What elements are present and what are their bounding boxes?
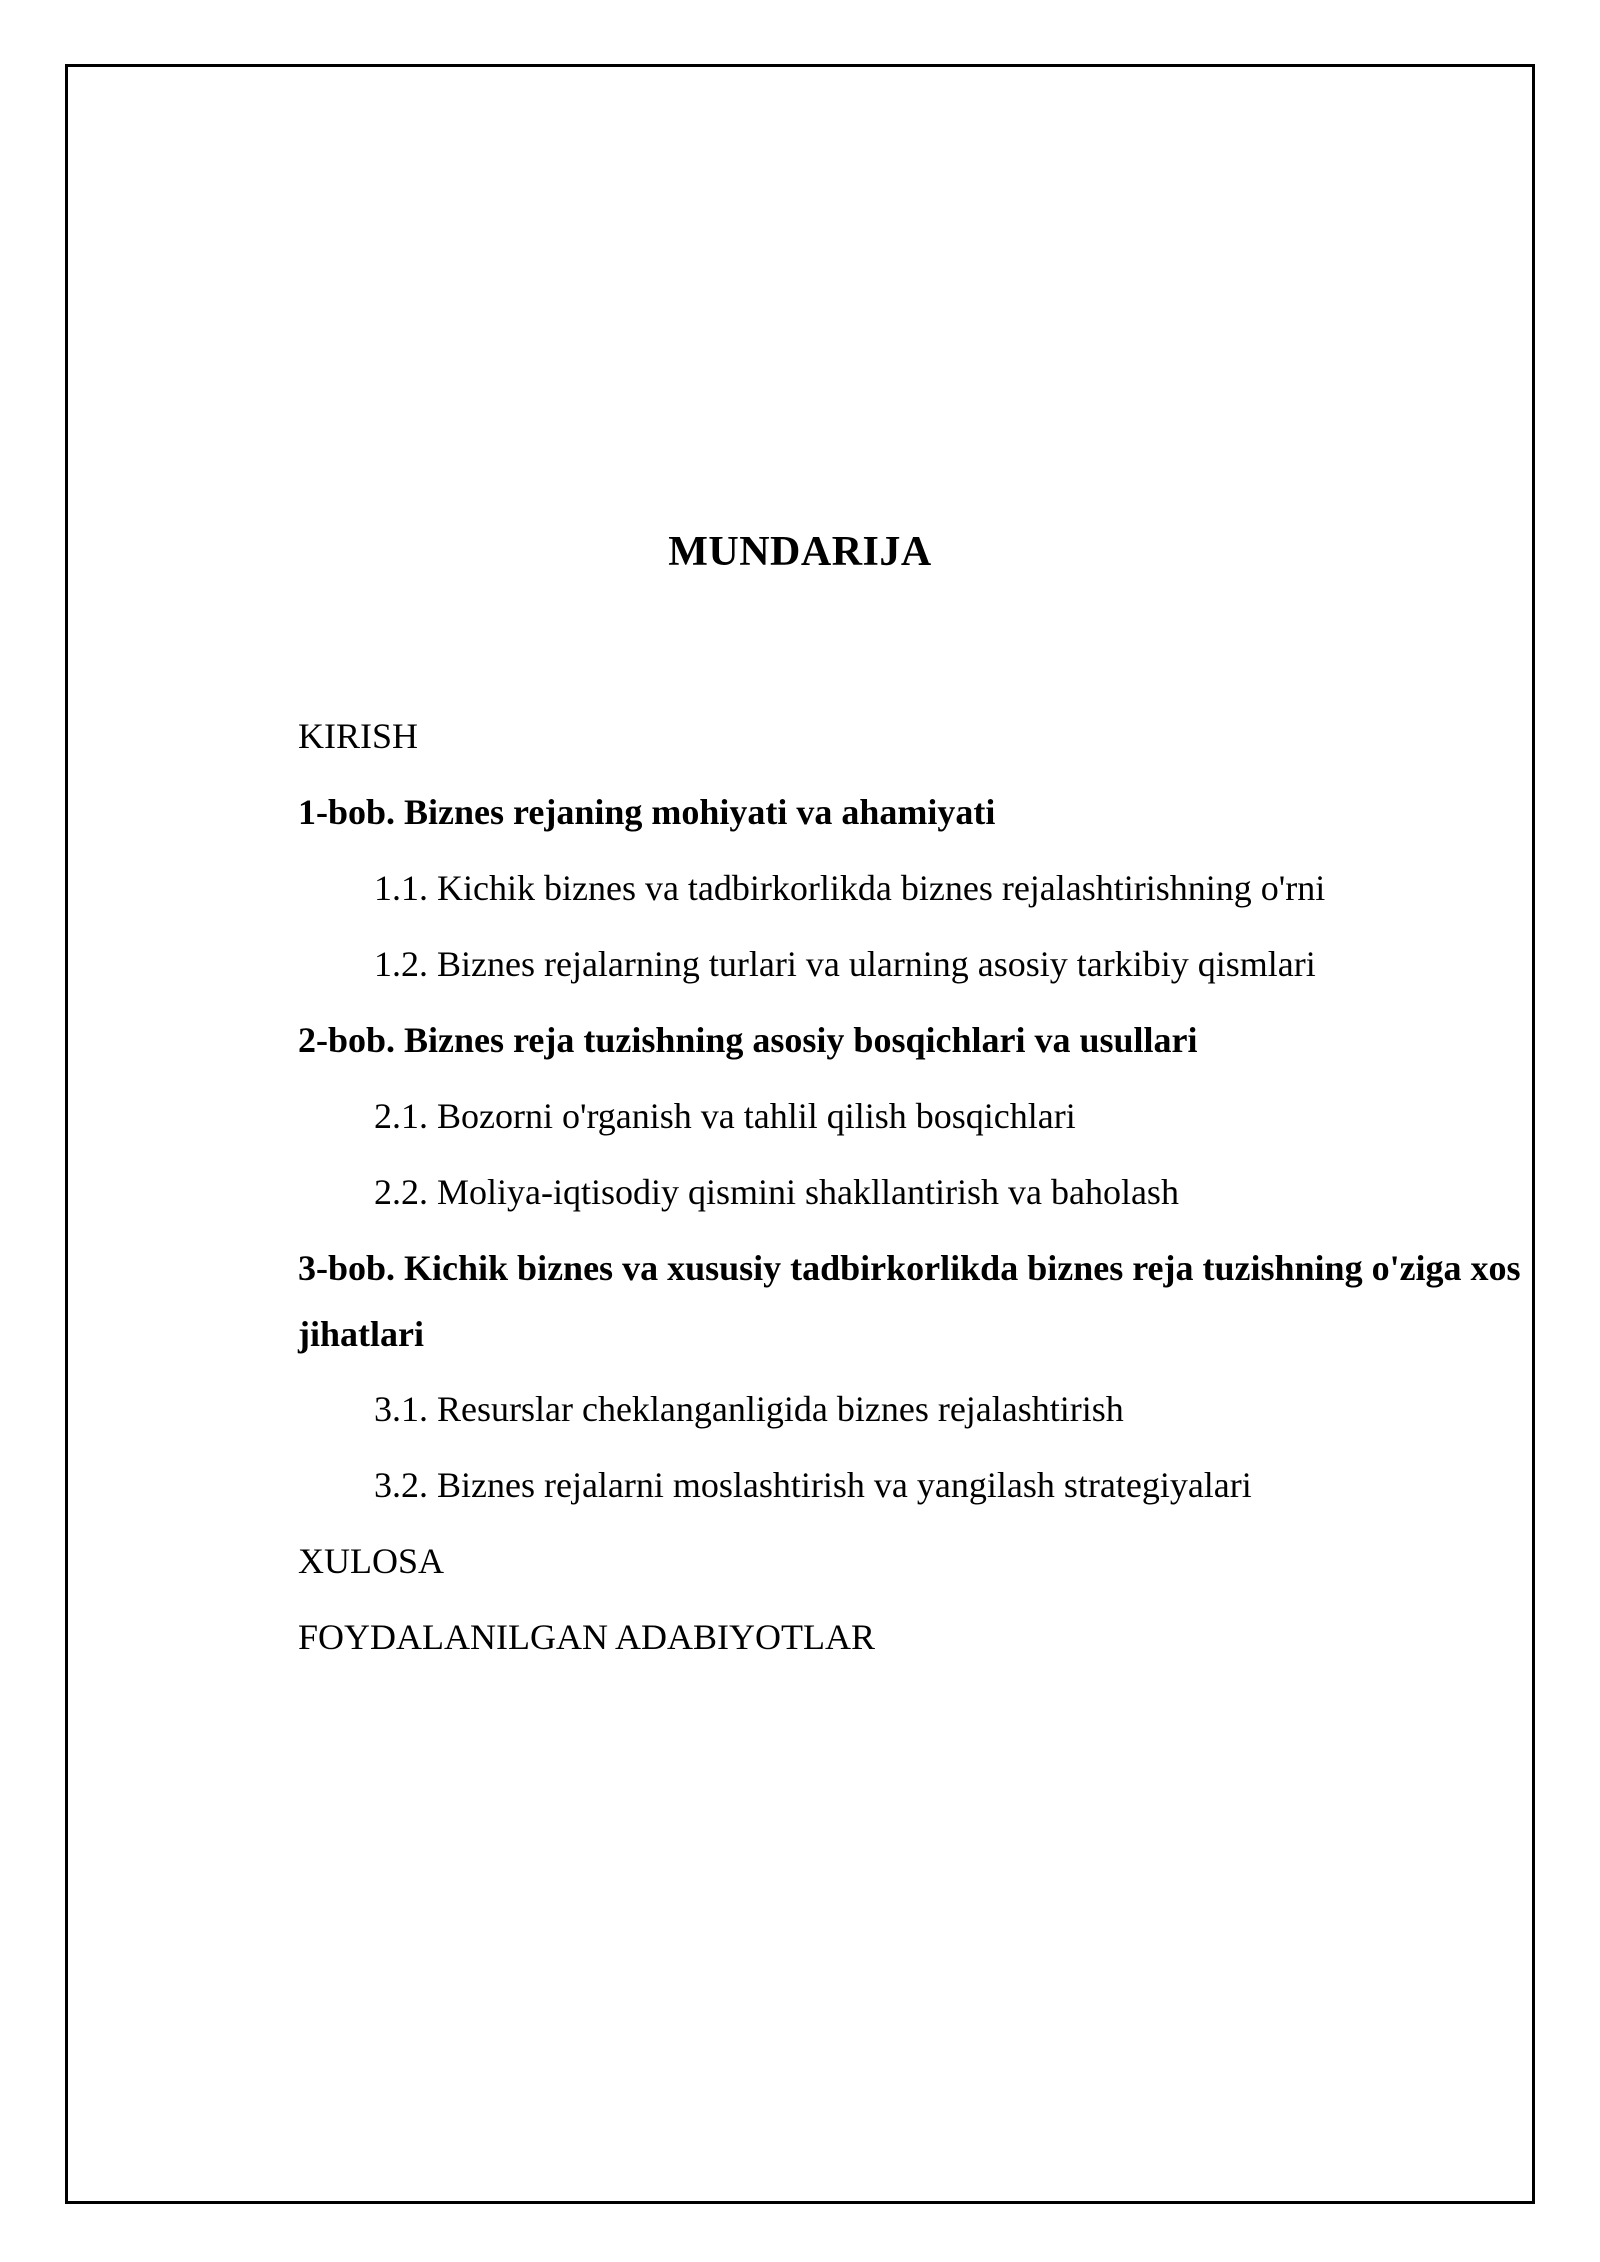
toc-entry-kirish: KIRISH bbox=[298, 716, 419, 756]
toc-chapter-1: 1-bob. Biznes rejaning mohiyati va ahamiyati bbox=[298, 792, 996, 832]
page-title: MUNDARIJA bbox=[668, 529, 932, 575]
toc-chapter-3: 3-bob. Kichik biznes va xususiy tadbirkorlikda biznes reja tuzishning o'ziga xos jihatlari bbox=[298, 1248, 1521, 1354]
toc-entry-xulosa: XULOSA bbox=[298, 1541, 445, 1581]
toc-section-1-2: 1.2. Biznes rejalarning turlari va ularning asosiy tarkibiy qismlari bbox=[374, 944, 1316, 984]
toc-entry-references: FOYDALANILGAN ADABIYOTLAR bbox=[298, 1617, 875, 1657]
page-border bbox=[65, 64, 1535, 2204]
toc-section-2-2: 2.2. Moliya-iqtisodiy qismini shakllantirish va baholash bbox=[374, 1172, 1179, 1212]
toc-section-3-2: 3.2. Biznes rejalarni moslashtirish va yangilash strategiyalari bbox=[374, 1465, 1252, 1505]
toc-section-3-1: 3.1. Resurslar cheklanganligida biznes rejalashtirish bbox=[374, 1389, 1124, 1429]
toc-chapter-2: 2-bob. Biznes reja tuzishning asosiy bosqichlari va usullari bbox=[298, 1020, 1198, 1060]
table-of-contents bbox=[298, 703, 1538, 1680]
toc-section-1-1: 1.1. Kichik biznes va tadbirkorlikda biznes rejalashtirishning o'rni bbox=[374, 868, 1326, 908]
toc-section-2-1: 2.1. Bozorni o'rganish va tahlil qilish bosqichlari bbox=[374, 1096, 1076, 1136]
